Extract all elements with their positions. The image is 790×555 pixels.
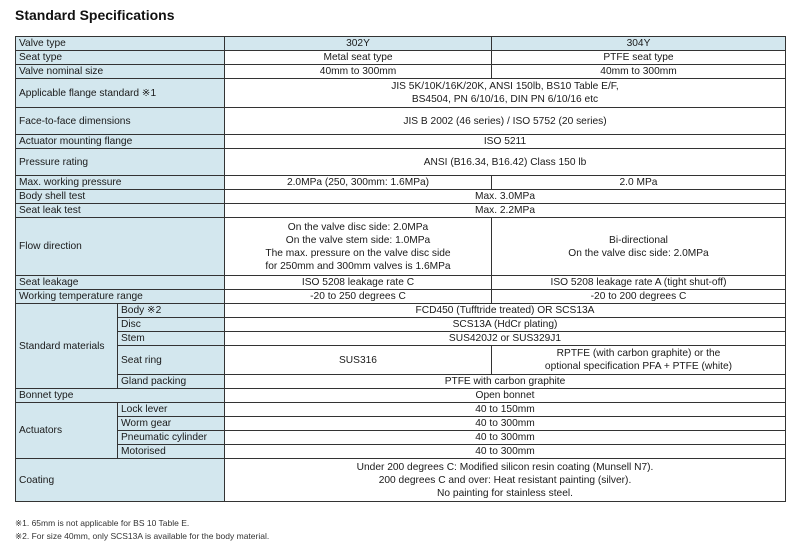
cell-value xyxy=(492,218,786,276)
group-label-actuators: Actuators xyxy=(16,403,118,459)
cell-line: for 250mm and 300mm valves is 1.6MPa xyxy=(265,260,451,272)
cell-value: -20 to 200 degrees C xyxy=(492,290,786,304)
row-label: Body shell test xyxy=(16,190,225,204)
group-label-materials: Standard materials xyxy=(16,304,118,389)
row-label: Flow direction xyxy=(16,218,225,276)
cell-value: 40 to 150mm xyxy=(225,403,786,417)
table-row xyxy=(16,218,786,276)
cell-value: SCS13A (HdCr plating) xyxy=(225,318,786,332)
cell-value: JIS B 2002 (46 series) / ISO 5752 (20 series) xyxy=(225,108,786,135)
row-label: Working temperature range xyxy=(16,290,225,304)
table-row xyxy=(16,176,786,190)
cell-value: FCD450 (Tufftride treated) OR SCS13A xyxy=(225,304,786,318)
cell-line: 200 degrees C and over: Heat resistant painting (silver). xyxy=(378,474,632,486)
cell-value: PTFE seat type xyxy=(492,51,786,65)
row-label: Seat leakage xyxy=(16,276,225,290)
table-row xyxy=(16,459,786,502)
cell-value: 2.0MPa (250, 300mm: 1.6MPa) xyxy=(225,176,492,190)
cell-value: ANSI (B16.34, B16.42) Class 150 lb xyxy=(225,149,786,176)
table-row xyxy=(16,190,786,204)
cell-value: ISO 5208 leakage rate A (tight shut-off) xyxy=(492,276,786,290)
sub-label: Lock lever xyxy=(118,403,225,417)
cell-value: Max. 3.0MPa xyxy=(225,190,786,204)
cell-value xyxy=(225,218,492,276)
cell-value: 40 to 300mm xyxy=(225,431,786,445)
table-row xyxy=(16,431,786,445)
row-label: Bonnet type xyxy=(16,389,225,403)
cell-line: Under 200 degrees C: Modified silicon resin coating (Munsell N7). xyxy=(356,461,654,473)
table-row xyxy=(16,318,786,332)
table-row xyxy=(16,149,786,176)
cell-line: Bi-directional xyxy=(609,234,668,246)
cell-value: SUS420J2 or SUS329J1 xyxy=(225,332,786,346)
sub-label: Motorised xyxy=(118,445,225,459)
table-row xyxy=(16,65,786,79)
footnote-2: ※2. For size 40mm, only SCS13A is available for the body material. xyxy=(15,531,270,541)
table-row xyxy=(16,79,786,108)
cell-line: No painting for stainless steel. xyxy=(437,487,573,499)
cell-line: RPTFE (with carbon graphite) or the xyxy=(556,348,721,359)
cell-value xyxy=(225,79,786,108)
cell-value: PTFE with carbon graphite xyxy=(225,375,786,389)
spec-table xyxy=(15,36,786,502)
sub-label: Body ※2 xyxy=(118,304,225,318)
row-label: Face-to-face dimensions xyxy=(16,108,225,135)
cell-value: -20 to 250 degrees C xyxy=(225,290,492,304)
sub-label: Stem xyxy=(118,332,225,346)
table-row xyxy=(16,389,786,403)
cell-value: ISO 5211 xyxy=(225,135,786,149)
row-label: Pressure rating xyxy=(16,149,225,176)
cell-value xyxy=(225,459,786,502)
cell-line: On the valve disc side: 2.0MPa xyxy=(287,221,429,233)
cell-value: 40mm to 300mm xyxy=(225,65,492,79)
table-row xyxy=(16,403,786,417)
cell-line: BS4504, PN 6/10/16, DIN PN 6/10/16 etc xyxy=(411,94,599,105)
cell-line: optional specification PFA + PTFE (white) xyxy=(544,361,733,372)
cell-value: 40mm to 300mm xyxy=(492,65,786,79)
table-row xyxy=(16,108,786,135)
cell-line: JIS 5K/10K/16K/20K, ANSI 150lb, BS10 Table E/F, xyxy=(391,81,619,92)
cell-line: The max. pressure on the valve disc side xyxy=(265,247,451,259)
page-title: Standard Specifications xyxy=(15,7,175,23)
table-row xyxy=(16,346,786,375)
table-row xyxy=(16,51,786,65)
table-row xyxy=(16,417,786,431)
cell-line: On the valve stem side: 1.0MPa xyxy=(285,234,431,246)
cell-value: 40 to 300mm xyxy=(225,417,786,431)
row-label: Max. working pressure xyxy=(16,176,225,190)
column-header-304y: 304Y xyxy=(492,37,786,51)
table-row xyxy=(16,304,786,318)
row-label: Valve nominal size xyxy=(16,65,225,79)
table-row xyxy=(16,276,786,290)
sub-label: Disc xyxy=(118,318,225,332)
row-label: Seat type xyxy=(16,51,225,65)
cell-value: SUS316 xyxy=(225,346,492,375)
table-row xyxy=(16,135,786,149)
row-label: Applicable flange standard ※1 xyxy=(16,79,225,108)
column-header-302y: 302Y xyxy=(225,37,492,51)
cell-value: 40 to 300mm xyxy=(225,445,786,459)
sub-label: Gland packing xyxy=(118,375,225,389)
table-row xyxy=(16,37,786,51)
table-row xyxy=(16,290,786,304)
sub-label: Seat ring xyxy=(118,346,225,375)
sub-label: Worm gear xyxy=(118,417,225,431)
table-row xyxy=(16,445,786,459)
table-row xyxy=(16,332,786,346)
cell-value: Metal seat type xyxy=(225,51,492,65)
table-row xyxy=(16,204,786,218)
cell-value: ISO 5208 leakage rate C xyxy=(225,276,492,290)
row-label: Actuator mounting flange xyxy=(16,135,225,149)
sub-label: Pneumatic cylinder xyxy=(118,431,225,445)
cell-line: On the valve disc side: 2.0MPa xyxy=(568,247,709,259)
row-label: Coating xyxy=(16,459,225,502)
row-label: Valve type xyxy=(16,37,225,51)
cell-value: 2.0 MPa xyxy=(492,176,786,190)
cell-value xyxy=(492,346,786,375)
footnote-1: ※1. 65mm is not applicable for BS 10 Table E. xyxy=(15,518,190,528)
cell-value: Open bonnet xyxy=(225,389,786,403)
table-row xyxy=(16,375,786,389)
row-label: Seat leak test xyxy=(16,204,225,218)
cell-value: Max. 2.2MPa xyxy=(225,204,786,218)
